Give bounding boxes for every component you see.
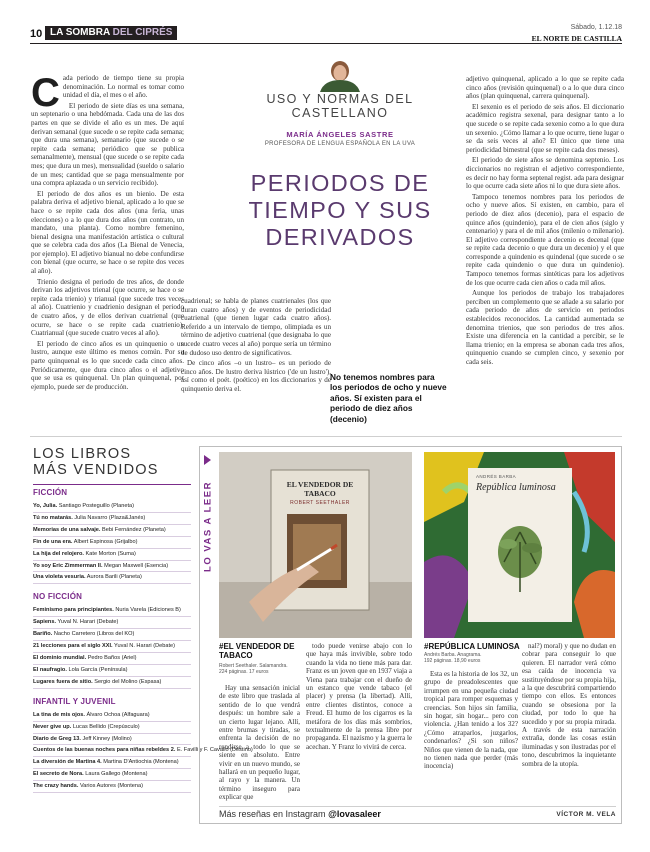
instagram-promo-text: Más reseñas en Instagram	[219, 809, 326, 819]
book-author: Bebi Fernández (Planeta)	[102, 526, 166, 533]
header-date: Sábado, 1.12.18	[570, 24, 622, 31]
review-title: #EL VENDEDOR DE TABACO	[219, 642, 295, 660]
book-title: The crazy hands.	[33, 783, 79, 790]
book-title: Tú no matarás.	[33, 514, 73, 521]
column-title: PERIODOS DE TIEMPO Y SUS DERIVADOS	[248, 170, 432, 250]
book-title: Una violeta vesuria.	[33, 574, 86, 581]
review-title: #REPÚBLICA LUMINOSA	[424, 642, 520, 651]
list-item	[33, 653, 191, 665]
book-title: El naufragio.	[33, 666, 67, 673]
bestseller-title-rule	[33, 484, 191, 485]
list-item	[33, 617, 191, 629]
list-item	[33, 525, 191, 537]
review-meta-line: 192 páginas. 18,90 euros	[424, 658, 481, 664]
book-title: Feminismo para principiantes.	[33, 607, 114, 614]
book-author: Aurora Barili (Planeta)	[86, 574, 142, 581]
column-kicker: USO Y NORMAS DEL CASTELLANO	[266, 92, 414, 120]
book-cover-title: EL VENDEDOR DE TABACO	[286, 480, 354, 498]
column-author: MARÍA ÁNGELES SASTRE	[286, 130, 394, 139]
column-paragraph: Trienio designa el periodo de tres años, de donde derivan los adjetivos trienal (que ocurre, se hace o se repite cada trienio) y trianual (que sucede tres veces al año). Cuatrienio y cuadrienio designan el periodo de cuatro años, y de ellos derivan cuatrienal (que ocurre, se hace o se repite cada cuatrienio). Cuatrianual (que sucede cuatro veces al año).	[31, 277, 184, 338]
list-item	[33, 572, 191, 584]
review-paragraph: Esta es la historia de los 32, un grupo de preadolescentes que irrumpen en una pequeña ciudad tropical para romper esquemas y creencias. Son hijos sin familia, sin hogar, sin hogar... pero con violencia. ¿Han tenido a los 32? ¿Cómo atraparlos, juzgarlos, condenarlos? ¿Si son niños? Niños que vienen de la nada, que no tienen nada que perder (más inocencia)	[424, 670, 518, 771]
list-item	[33, 734, 191, 746]
instagram-handle[interactable]: @lovasaleer	[328, 809, 381, 819]
section-divider	[30, 436, 622, 437]
section-name-part1: LA SOMBRA	[50, 27, 110, 38]
section-name	[45, 26, 177, 40]
list-item	[33, 537, 191, 549]
book-author: Álvaro Ochoa (Alfaguara)	[86, 711, 150, 718]
book-author: Santiago Posteguillo (Planeta)	[58, 503, 134, 509]
book-author: Kate Morton (Suma)	[85, 550, 136, 557]
book-author: Martina D'Antiochia (Montena)	[103, 759, 179, 766]
book-author: Pedro Baños (Ariel)	[87, 654, 137, 661]
column-paragraph: cuadrienal; se habla de planes cuatrienales (los que duran cuatro años) y de eventos de periodicidad cuatrienal (que tienen lugar cada cuatro años). Referido a un intervalo de tiempo, olimpiada es un término de adjetivo cuatrienal (que designaba lo que sucede cuatro veces al año) porque sería un término de dudoso uso dentro de significativos.	[181, 297, 331, 357]
list-item	[33, 561, 191, 573]
column-right-text	[466, 75, 624, 425]
book-author: Laura Gallego (Montena)	[85, 771, 148, 778]
column-author-role: PROFESORA DE LENGUA ESPAÑOLA EN LA UVA	[264, 141, 416, 147]
author-photo	[314, 58, 366, 92]
book-title: Diario de Greg 13.	[33, 735, 81, 742]
drop-cap: C	[31, 71, 60, 115]
list-item	[33, 710, 191, 722]
review-meta	[219, 663, 299, 675]
list-item	[33, 677, 191, 689]
review-paragraph: todo puede venirse abajo con lo que haya más invivible, sobre todo cuando la vida no tiene más para dar. Franz es un joven que en 1937 viaja a Viena para trabajar con el dueño de un estanco que vende tabaco (el placer) y prensa (la libertad). Allí, entre clientes distintos, conoce a Freud. El humo de los cigarros es la metáfora de los días más sombríos, textualmente de la prensa libre por propaganda. El nazismo y la guerra le acechan. Y Franz lo vivirá de cerca.	[306, 642, 412, 751]
list-item	[33, 641, 191, 653]
review-meta-line: Andrés Barba. Anagrama.	[424, 652, 482, 658]
book-author: Yuval N. Harari (Debate)	[57, 619, 119, 626]
book-cover-photo	[219, 452, 412, 638]
book-author: Julia Navarro (Plaza&Janés)	[74, 514, 146, 521]
book-title: Yo soy Eric Zimmerman II.	[33, 562, 103, 569]
book-title: 21 lecciones para el siglo XXI.	[33, 643, 113, 650]
review-meta-line: Robert Seethaler. Salamandra.	[219, 663, 288, 669]
bestseller-section-title: NO FICCIÓN	[33, 592, 83, 602]
review-text	[522, 642, 616, 804]
instagram-promo	[219, 809, 381, 819]
bestseller-title-line2: MÁS VENDIDOS	[33, 462, 159, 478]
section-name-part2: DEL CIPRÉS	[112, 27, 173, 38]
book-title: La hija del relojero.	[33, 550, 84, 557]
column-paragraph: El periodo de cinco años es un quinquenio o un lustro, aunque este último es menos común. Por su parte quinquenal es lo que sucede cada cinco años. Periódicamente, que dura cinco años o el adjetivo que se usa es quinquenal. Un plan quinquenal, por ejemplo, puede ser de producción.	[31, 339, 184, 391]
review-text	[306, 642, 412, 802]
review-signature: VÍCTOR M. VELA	[556, 811, 616, 818]
book-cover-photo	[424, 452, 615, 638]
review-text	[424, 670, 518, 804]
list-item	[33, 781, 191, 793]
column-paragraph: El sexenio es el periodo de seis años. El diccionario académico registra sexenal, para designar tanto a lo que sucede o se repite cada sexenio como a lo que dura un sexenio. ¿Cómo llamar a lo que ocurre, tiene lugar o se da seis veces al año? El único que tiene una periodicidad bimestral (que se repite cada dos meses).	[466, 102, 624, 154]
bestseller-title	[33, 446, 191, 478]
review-paragraph: Hay una sensación inicial de este libro que traslada al sentido de lo que vendrá después: un hombre sale a un cierto lugar lejano. Allí, entre brumas y tiradas, se enfrenta la decisión de no rendirse a todo lo que se siente en absoluto. Entre vivir en un nuevo mundo, se hallará en un pequeño lugar, al rayo y la manera. Un término inseguro para explicar que	[219, 684, 300, 802]
book-cover-title: República luminosa	[476, 482, 556, 493]
reviews-side-label	[200, 447, 216, 577]
book-title: Yo, Julia.	[33, 503, 58, 509]
list-item	[33, 722, 191, 734]
list-item	[33, 629, 191, 641]
page-number: 10	[30, 28, 43, 40]
review-text	[219, 684, 300, 804]
column-mid-text	[181, 297, 331, 405]
highlight-quote: No tenemos nombres para los periodos de ocho y nueve años. Sí existen para el periodo de diez años (decenio)	[330, 372, 447, 424]
reviews-footer-rule	[219, 806, 616, 807]
bestseller-title-line1: LOS LIBROS	[33, 446, 132, 462]
list-item	[33, 745, 253, 757]
book-title: Bariño.	[33, 631, 53, 638]
list-item	[33, 605, 191, 617]
play-triangle-icon	[204, 455, 211, 465]
book-title: La tina de mis ojos.	[33, 711, 85, 718]
book-author: Megan Maxwell (Esencia)	[104, 562, 169, 569]
side-label-text: LO VAS A LEER	[202, 481, 214, 572]
column-paragraph: adjetivo quinquenal, aplicado a lo que se repite cada cinco años (revisión quinquenal) o a lo que dura cinco años (plan quinquenal, carrera quinquenal).	[466, 75, 624, 101]
book-title: Memorias de una salvaje.	[33, 526, 101, 533]
column-paragraph: ada periodo de tiempo tiene su propia denominación. Lo normal es tomar como unidad el día, el mes o el año.	[62, 74, 184, 100]
book-author: Yuval N. Harari (Debate)	[114, 643, 175, 650]
page-header	[30, 26, 622, 44]
list-item	[33, 757, 191, 769]
book-title: Fin de una era.	[33, 538, 73, 545]
column-paragraph: El periodo de dos años es un bienio. De esta palabra deriva el adjetivo bienal, aplicado a lo que se hace o se repite cada dos años (una feria, unas elecciones) o a lo que dura dos años (un contrato, un mandato, una planta). Como nombre femenino, bienal designa una manifestación artística o cultural que se celebra cada dos años (La Bienal de Venecia, por ejemplo). El adjetivo bianual no debe confundirse con bienal (que ocurre, se hace o se repite dos veces al año).	[31, 189, 184, 276]
book-title: El dominio mundial.	[33, 654, 87, 661]
column-paragraph: El periodo de siete años se denomina septenio. Los diccionarios no registran el adjetivo correspondiente, es decir no hay forma septenal regist. ada para designar lo que ocurre cada siete años ni lo que dura siete años.	[466, 156, 624, 191]
book-title: Cuentos de las buenas noches para niñas rebeldes 2.	[33, 747, 176, 754]
book-title: Never give up.	[33, 723, 72, 730]
book-author: E. Favilli y F. Cavallo (Destino)	[176, 747, 253, 754]
book-author: Jeff Kinney (Molino)	[82, 735, 132, 742]
book-title: La diversión de Martina 4.	[33, 759, 102, 766]
book-title: Lugares fuera de sitio.	[33, 678, 93, 685]
review-meta	[424, 652, 524, 664]
book-author: Nacho Carretero (Libros del KO)	[53, 631, 135, 638]
bestseller-section-title: FICCIÓN	[33, 488, 68, 497]
book-author: Lucas Bellido (Crepúsculo)	[72, 723, 140, 730]
list-item	[33, 769, 191, 781]
review-meta-line: 224 páginas. 17 euros	[219, 669, 269, 675]
book-author: Varios Autores (Montena)	[79, 783, 143, 790]
column-left-text	[31, 71, 184, 412]
book-author: Lola García (Península)	[68, 666, 128, 673]
header-rule	[30, 43, 622, 44]
book-cover-author: ANDRÉS BARBA	[476, 474, 517, 479]
book-cover-author: ROBERT SEETHALER	[290, 500, 350, 506]
book-title: Sapiens.	[33, 619, 57, 626]
list-item	[33, 549, 191, 561]
book-title: El secreto de Nora.	[33, 771, 84, 778]
newspaper-name: EL NORTE DE CASTILLA	[531, 34, 622, 43]
column-paragraph: De cinco años –o un lustro– es un periodo de cinco años. De lustro deriva lústrico ('de un lustro'), así como el poét. (poético) en los diccionarios y de quinquenio deriva el.	[181, 359, 331, 393]
list-item	[33, 501, 191, 513]
review-paragraph: nal?) moral) y que no dudan en cobrar para conseguir lo que quieren. El narrador verá cómo esa caída de inocencia va sustituyéndose por su propia hija, a la que descubrirá compartiendo tiempo con ellos. Es entonces cuando se obsesiona por la ciudad, por todo lo que ha sucedido y por su propia mirada. A través de esta narración extraña, donde las cosas están iluminadas y son ilustradas por el tono, descubrimos la inquietante sombra de la utopía.	[522, 642, 616, 768]
column-paragraph: Tampoco tenemos nombres para los periodos de ocho y nueve años. Sí existen, en cambio, para el periodo de diez años (decenio), para el espacio de quince años (quindenio), para el de cien años (siglo y centenario) y para el de mil años (milenio o milenario). El adjetivo correspondiente a decenio es decenal (que se repite cada decenio o que dura un decenio) y el que corresponde a quindenio es quindenal (que sucede o se repite cada quindenio o que dura un quindenio). Tampoco tenemos formas sintéticas para los adjetivos de los que ocurre cada cien años o cada mil años.	[466, 192, 624, 287]
list-item	[33, 665, 191, 677]
book-author: Albert Espinosa (Grijalbo)	[73, 538, 138, 545]
book-author: Nuria Varela (Ediciones B)	[115, 607, 181, 614]
list-item	[33, 513, 191, 525]
column-paragraph: El periodo de siete días es una semana, un septenario o una hebdómada. Cada una de las dos partes en que se divide el año es un mes. De aquí derivan semanal (que sucede o se repite cada semana; que dura una semana), semanario (que sucede o se repite cada semana; periódico que se publica semanalmente), mensual (que sucede o se repite cada mes; que dura un mes), mensualidad (sueldo o salario de un mes; cantidad que se paga mensualmente por una compra aplazada o un servicio recibido).	[31, 101, 184, 188]
book-author: Sergio del Molino (Espasa)	[94, 678, 162, 685]
bestseller-section-title: INFANTIL Y JUVENIL	[33, 696, 116, 706]
column-paragraph: Aunque los periodos de trabajo los trabajadores perciben un complemento que se añade a su salario por cada periodo de años de servicio en periodos establecidos reconocidos. La cantidad aumentada se denomina trienios, que son periodos de tres años. Existe una diferencia en la cantidad a percibir, se le llama trienio; en la empresa se abonan cada tres años, quinquenio cuando se cumplen cinco, y sexenio por cada seis.	[466, 289, 624, 366]
